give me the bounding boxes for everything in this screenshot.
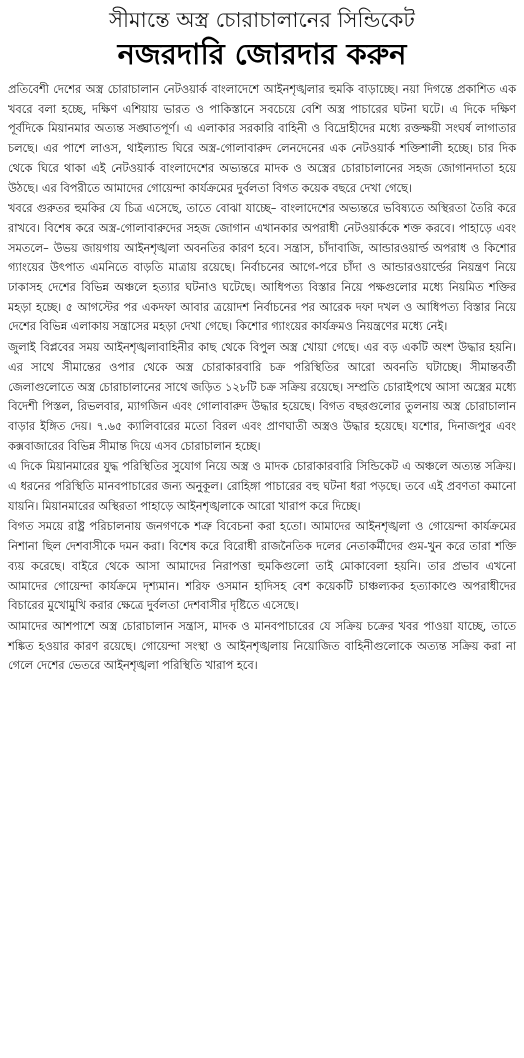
headline-title: নজরদারি জোরদার করুন — [117, 37, 407, 71]
paragraph-1: প্রতিবেশী দেশের অস্ত্র চোরাচালান নেটওয়ার্ক বাংলাদেশে আইনশৃঙ্খলার হুমকি বাড়াচ্ছে। নয়া দিগন্তে প্রকাশিত এক খবরে বলা হচ্ছে, দক্ষিণ এশিয়ায় ভারত ও পাকিস্তানে সবচেয়ে বেশি অস্ত্র পাচারের ঘটনা ঘটে। এ দিকে দক্ষিণ পূর্বদিকে মিয়ানমার অত্যন্ত সঙ্ঘাতপূর্ণ। এ এলাকার সরকারি বাহিনী ও বিদ্রোহীদের মধ্যে রক্তক্ষয়ী সংঘর্ষ লাগাতার চলছে। এর পাশে লাওস, থাইল্যান্ড ঘিরে অস্ত্র-গোলাবারুদ লেনদেনের এক নেটওয়ার্ক শক্তিশালী হচ্ছে। চার দিক থেকে ঘিরে থাকা এই নেটওয়ার্ক বাংলাদেশের অভ্যন্তরে মাদক ও অস্ত্রের চোরাচালানের সহজ জোগানদাতা হয়ে উঠছে। এর বিপরীতে আমাদের গোয়েন্দা কার্যক্রমের দুর্বলতা বিগত কয়েক বছরে দেখা গেছে। — [8, 83, 516, 195]
paragraph-3: জুলাই বিপ্লবের সময় আইনশৃঙ্খলাবাহিনীর কাছ থেকে বিপুল অস্ত্র খোয়া গেছে। এর বড় একটি অংশ উদ্ধার হয়নি। এর সাথে সীমান্তের ওপার থেকে অস্ত্র চোরাকারবারি চক্র পরিস্থিতির আরো অবনতি ঘটাচ্ছে। সীমান্তবর্তী জেলাগুলোতে অস্ত্র চোরাচালানের সাথে জড়িত ১২৮টি চক্র সক্রিয় রয়েছে। সম্প্রতি চোরাইপথে আসা অস্ত্রের মধ্যে বিদেশী পিস্তল, রিভলবার, ম্যাগজিন এবং গোলাবারুদ উদ্ধার হয়েছে। বিগত বছরগুলোর তুলনায় অস্ত্র চোরাচালান বাড়ার ইঙ্গিত দেয়। ৭.৬৫ ক্যালিবারের মতো বিরল এবং প্রাণঘাতী অস্ত্রও উদ্ধার হয়েছে। যশোর, দিনাজপুর এবং কক্সবাজারের বিভিন্ন সীমান্ত দিয়ে এসব চোরাচালান হচ্ছে। — [8, 341, 516, 453]
paragraph-2: খবরে গুরুতর হুমকির যে চিত্র এসেছে, তাতে বোঝা যাচ্ছে– বাংলাদেশের অভ্যন্তরে ভবিষ্যতে অস্থিরতা তৈরি করে রাখবে। বিশেষ করে অস্ত্র-গোলাবারুদের সহজ জোগান এখানকার অপরাধী নেটওয়ার্ককে শক্ত করবে। পাহাড়ে এবং সমতলে– উভয় জায়গায় আইনশৃঙ্খলা অবনতির কারণ হবে। সন্ত্রাস, চাঁদাবাজি, আন্ডারওয়ার্ল্ড অপরাধ ও কিশোর গ্যাংয়ের উৎপাত এমনিতে বাড়তি মাত্রায় রয়েছে। নির্বাচনের আগে-পরে চাঁদা ও আন্ডারওয়ার্ল্ডের নিয়ন্ত্রণ নিয়ে ঢাকাসহ দেশের বিভিন্ন অঞ্চলে হত্যার ঘটনাও ঘটেছে। আধিপত্য বিস্তার নিয়ে পক্ষগুলোর মধ্যে নিয়মিত শক্তির মহড়া হচ্ছে। ৫ আগস্টের পর একদফা আবার ত্রয়োদশ নির্বাচনের পর আরেক দফা দখল ও আধিপত্য বিস্তার নিয়ে দেশের বিভিন্ন এলাকায় সন্ত্রাসের মহড়া দেখা গেছে। কিশোর গ্যাংয়ের কার্যক্রমও নিয়ন্ত্রণের মধ্যে নেই। — [8, 202, 516, 334]
paragraph-6: আমাদের আশপাশে অস্ত্র চোরাচালান সন্ত্রাস, মাদক ও মানবপাচারের যে সক্রিয় চক্রের খবর পাওয়া যাচ্ছে, তাতে শঙ্কিত হওয়ার কারণ রয়েছে। গোয়েন্দা সংস্থা ও আইনশৃঙ্খলায় নিয়োজিত বাহিনীগুলোকে অত্যন্ত সক্রিয় করা না গেলে দেশের ভেতরে আইনশৃঙ্খলা পরিস্থিতি খারাপ হবে। — [8, 619, 516, 673]
article-body — [8, 80, 516, 676]
headline-block — [8, 6, 516, 74]
kicker: সীমান্তে অস্ত্র চোরাচালানের সিন্ডিকেট — [109, 8, 415, 32]
paragraph-4: এ দিকে মিয়ানমারের যুদ্ধ পরিস্থিতির সুযোগ নিয়ে অস্ত্র ও মাদক চোরাকারবারি সিন্ডিকেট এ অঞ্চলে অত্যন্ত সক্রিয়। এ ধরনের পরিস্থিতি মানবপাচারের জন্য অনুকূল। রোহিঙ্গা পাচারের বহু ঘটনা ধরা পড়ছে। তবে এই প্রবণতা কমানো যায়নি। মিয়ানমারের অস্থিরতা পাহাড়ে আইনশৃঙ্খলাকে আরো খারাপ করে দিচ্ছে। — [8, 460, 516, 513]
paragraph-5: বিগত সময়ে রাষ্ট্র পরিচালনায় জনগণকে শত্রু বিবেচনা করা হতো। আমাদের আইনশৃঙ্খলা ও গোয়েন্দা কার্যক্রমের নিশানা ছিল দেশবাসীকে দমন করা। বিশেষ করে বিরোধী রাজনৈতিক দলের নেতাকর্মীদের গুম-খুন করে তারা শক্তি ব্যয় করেছে। বাইরে থেকে আসা আমাদের নিরাপত্তা হুমকিগুলো তাই মোকাবেলা হয়নি। তার প্রভাব এখনো আমাদের গোয়েন্দা কার্যক্রমে দৃশ্যমান। শরিফ ওসমান হাদিসহ বেশ কয়েকটি চাঞ্চল্যকর হত্যাকাণ্ডে অপরাধীদের বিচারের মুখোমুখি করার ক্ষেত্রে দুর্বলতা দেশবাসীর দৃষ্টিতে এসেছে। — [8, 520, 516, 613]
